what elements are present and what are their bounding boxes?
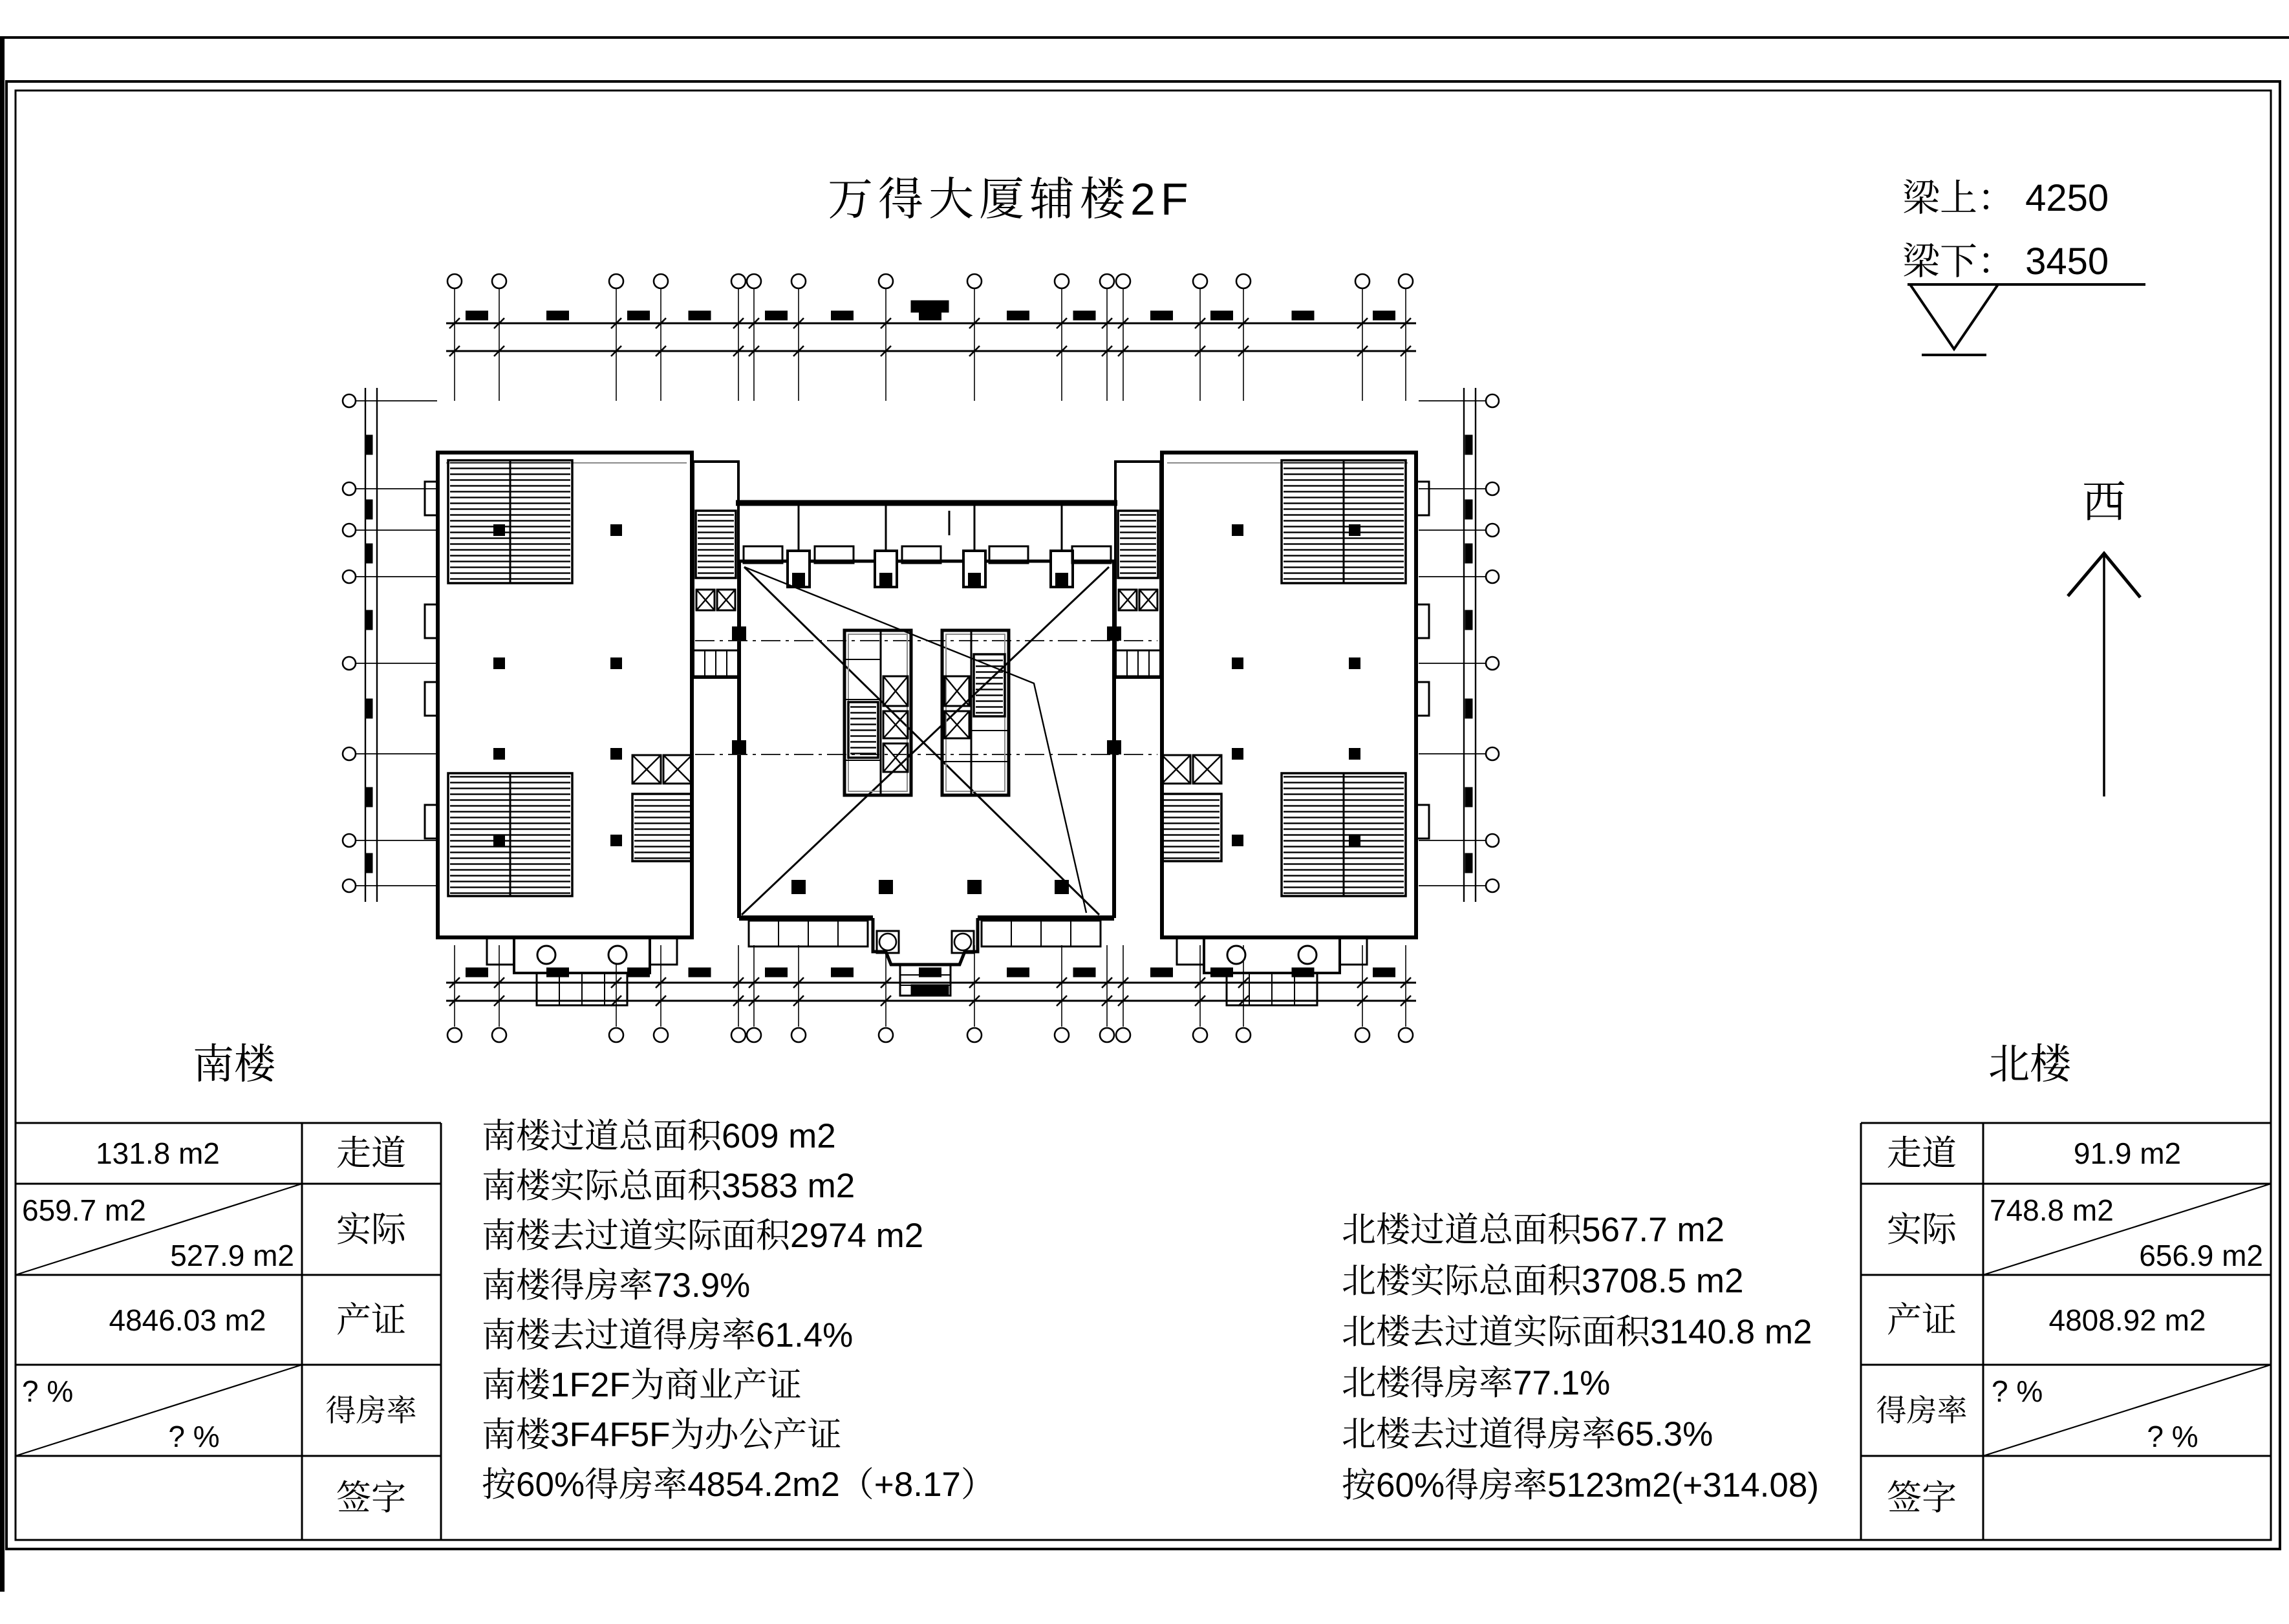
row-label: 实际 bbox=[1887, 1210, 1957, 1249]
actual-area-bottom-value: 656.9 m2 bbox=[2139, 1239, 2263, 1272]
note-line: 北楼实际总面积3708.5 m2 bbox=[1342, 1262, 1744, 1300]
note-line: 南楼去过道得房率61.4% bbox=[482, 1316, 854, 1354]
ratio-top-value: ? % bbox=[22, 1374, 74, 1408]
page-title: 万得大厦辅楼2F bbox=[828, 174, 1194, 224]
cert-area-value: 4846.03 m2 bbox=[109, 1303, 266, 1337]
row-label: 实际 bbox=[336, 1210, 406, 1249]
row-label: 走道 bbox=[1887, 1134, 1957, 1173]
north-table-title: 北楼 bbox=[1988, 1041, 2071, 1087]
row-label: 产证 bbox=[336, 1301, 406, 1340]
row-label: 产证 bbox=[1887, 1301, 1957, 1340]
beam-lower-label: 梁下： 3450 bbox=[1902, 240, 2109, 283]
south-table-title: 南楼 bbox=[193, 1041, 275, 1087]
note-line: 南楼实际总面积3583 m2 bbox=[482, 1167, 855, 1205]
actual-area-bottom-value: 527.9 m2 bbox=[170, 1239, 294, 1272]
ratio-bottom-value: ? % bbox=[168, 1420, 220, 1453]
ratio-bottom-value: ? % bbox=[2147, 1420, 2198, 1453]
row-label: 得房率 bbox=[1876, 1393, 1968, 1427]
note-line: 南楼过道总面积609 m2 bbox=[482, 1117, 836, 1155]
note-line: 南楼得房率73.9% bbox=[482, 1266, 751, 1305]
note-line: 北楼过道总面积567.7 m2 bbox=[1342, 1211, 1725, 1249]
row-label: 走道 bbox=[336, 1134, 406, 1173]
row-label: 签字 bbox=[1887, 1479, 1957, 1517]
row-label: 签字 bbox=[336, 1479, 406, 1517]
note-line: 按60%得房率4854.2m2（+8.17） bbox=[482, 1466, 995, 1504]
actual-area-top-value: 659.7 m2 bbox=[22, 1193, 146, 1227]
corridor-area-value: 91.9 m2 bbox=[2073, 1137, 2182, 1170]
note-line: 按60%得房率5123m2(+314.08) bbox=[1342, 1466, 1819, 1504]
note-line: 北楼去过道得房率65.3% bbox=[1342, 1415, 1714, 1453]
beam-upper-label: 梁上： 4250 bbox=[1902, 177, 2109, 219]
note-line: 南楼3F4F5F为办公产证 bbox=[482, 1416, 842, 1454]
cert-area-value: 4808.92 m2 bbox=[2048, 1303, 2206, 1337]
actual-area-top-value: 748.8 m2 bbox=[1990, 1193, 2114, 1227]
note-line: 南楼1F2F为商业产证 bbox=[482, 1366, 802, 1404]
compass-west-label: 西 bbox=[2081, 478, 2127, 527]
note-line: 北楼去过道实际面积3140.8 m2 bbox=[1342, 1313, 1812, 1351]
corridor-area-value: 131.8 m2 bbox=[96, 1137, 220, 1170]
note-line: 北楼得房率77.1% bbox=[1342, 1364, 1611, 1402]
ratio-top-value: ? % bbox=[1992, 1374, 2043, 1408]
note-line: 南楼去过道实际面积2974 m2 bbox=[482, 1217, 924, 1255]
row-label: 得房率 bbox=[325, 1393, 417, 1427]
